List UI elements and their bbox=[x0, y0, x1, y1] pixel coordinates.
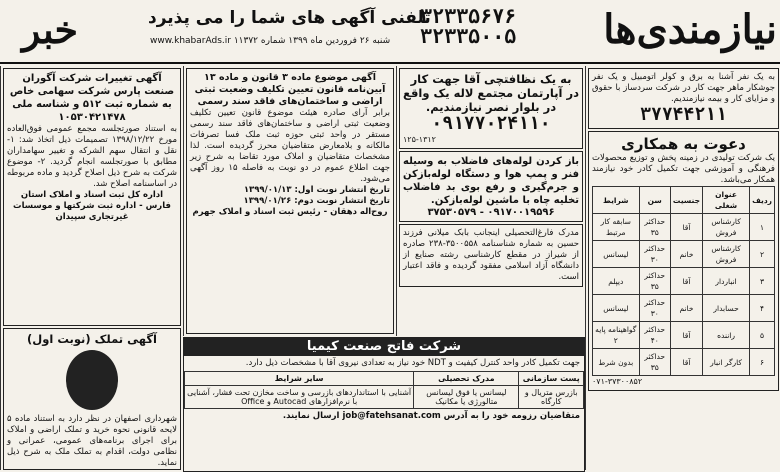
jobs-table bbox=[592, 186, 775, 376]
table-cell: سابقه کار مرتبط bbox=[593, 214, 640, 241]
table-cell: گواهینامه پایه ۲ bbox=[593, 322, 640, 349]
table-cell: بازرس متریال و کارگاه bbox=[519, 386, 584, 409]
table-cell: آقا bbox=[670, 214, 702, 241]
jobs-table-header-cell: جنسیت bbox=[670, 187, 702, 214]
jobs-table-header-cell: شرایط bbox=[593, 187, 640, 214]
ad-plumbing-phone: ۰۹۱۷۰۰۱۹۵۹۶ - ۳۷۵۳۰۵۷۹ bbox=[427, 207, 555, 218]
fateh-header-cell: پست سازمانی bbox=[519, 372, 584, 386]
table-cell: حداکثر ۴۰ bbox=[639, 322, 670, 349]
table-cell: خانم bbox=[670, 295, 702, 322]
table-cell: دیپلم bbox=[593, 268, 640, 295]
cooperation-phone: ۰۷۱-۳۷۳۰۰۸۵۲ bbox=[592, 377, 643, 386]
table-cell: ۶ bbox=[750, 349, 775, 376]
header-bar bbox=[0, 0, 780, 64]
ad-lost-document bbox=[399, 224, 583, 287]
municipality-emblem-icon bbox=[66, 350, 118, 410]
ad-mechanic-text: به یک نفر آشنا به برق و کولر اتومبیل و یک نفر جوشکار ماهر جهت کار در شرکت سردساز با حقوق و مزایای کار و بیمه نیازمندیم. bbox=[592, 72, 775, 104]
table-cell: حداکثر ۳۵ bbox=[639, 214, 670, 241]
fateh-table bbox=[184, 371, 584, 409]
table-cell: خانم bbox=[670, 241, 702, 268]
newspaper-logo: خبر bbox=[22, 7, 78, 52]
ad-plumbing bbox=[399, 151, 583, 222]
cooperation-intro: یک شرکت تولیدی در زمینه پخش و توزیع محصولات فرهنگی و آموزشی جهت تکمیل کادر خود نیازمند همکار می‌باشد. bbox=[592, 153, 775, 185]
jobs-table-header-cell: سن bbox=[639, 187, 670, 214]
table-cell: لیسانس bbox=[593, 241, 640, 268]
jobs-table-header-cell: ردیف bbox=[750, 187, 775, 214]
brand-title: نیازمندی‌ها bbox=[603, 6, 777, 53]
column-center-left bbox=[183, 66, 396, 336]
fateh-header-cell: سایر شرایط bbox=[185, 372, 414, 386]
table-row bbox=[593, 214, 775, 241]
table-cell: لیسانس bbox=[593, 295, 640, 322]
jobs-table-header bbox=[593, 187, 775, 214]
notice-company-changes bbox=[3, 68, 181, 326]
table-cell: آقا bbox=[670, 322, 702, 349]
header-phone-1: ۳۲۳۳۵۶۷۶ bbox=[420, 4, 517, 28]
table-cell: حداکثر ۳۵ bbox=[639, 268, 670, 295]
table-cell: کارشناس فروش bbox=[703, 214, 750, 241]
table-cell: راننده bbox=[703, 322, 750, 349]
notice-company-footer: اداره کل ثبت اسناد و املاک استان فارس - اداره ثبت شرکتها و موسسات غیرتجاری سپیدان bbox=[13, 190, 171, 222]
cooperation-title: دعوت به همکاری bbox=[621, 135, 746, 153]
fateh-title: شرکت فاتح صنعت کیمیا bbox=[184, 338, 584, 356]
ad-cleaner-text: به یک نظافتچی آقا جهت کار در آپارتمان مجتمع لاله یک واقع در بلوار نصر نیازمندیم. bbox=[403, 72, 579, 114]
table-row bbox=[185, 386, 584, 409]
table-row bbox=[593, 322, 775, 349]
notice-date-1: تاریخ انتشار نوبت اول: ۱۳۹۹/۰۱/۱۳ bbox=[243, 185, 390, 195]
table-row bbox=[593, 268, 775, 295]
ad-mechanic bbox=[588, 68, 779, 129]
issue-info: شنبه ۲۶ فروردین ماه ۱۳۹۹ شماره ۱۱۳۷۲ www.khabarAds.ir bbox=[150, 36, 391, 46]
table-cell: کارگر انبار bbox=[703, 349, 750, 376]
table-cell: آقا bbox=[670, 349, 702, 376]
table-cell: حسابدار bbox=[703, 295, 750, 322]
notice-expropriation bbox=[3, 328, 181, 470]
fateh-contact: متقاضیان رزومه خود را به آدرس job@fatehsanat.com ارسال نمایند. bbox=[282, 411, 580, 421]
table-row bbox=[593, 241, 775, 268]
ad-cleaner-phone: ۰۹۱۷۷۰۲۴۱۱۰ bbox=[431, 113, 551, 134]
table-cell: ۵ bbox=[750, 322, 775, 349]
ad-mechanic-phone: ۳۷۷۴۴۲۱۱ bbox=[640, 104, 727, 125]
table-cell: آشنایی با استانداردهای بازرسی و ساخت مخازن تحت فشار، آشنایی با نرم‌افزارهای Autocad و Office bbox=[185, 386, 414, 409]
ad-cleaner-code: ۱۲۵-۱۳۱۲ bbox=[403, 135, 436, 144]
column-right bbox=[585, 66, 780, 470]
notice-signature: روح‌اله دهقان - رئیس ثبت اسناد و املاک جهرم bbox=[192, 207, 388, 217]
table-cell: بدون شرط bbox=[593, 349, 640, 376]
header-phone-2: ۳۲۳۳۵۰۰۵ bbox=[420, 24, 517, 48]
fateh-header-cell: مدرک تحصیلی bbox=[414, 372, 519, 386]
jobs-table-header-cell: عنوان شغلی bbox=[703, 187, 750, 214]
notice-company-body: به استناد صورتجلسه مجمع عمومی فوق‌العاده مورخ ۱۳۹۸/۱۲/۲۲ تصمیمات ذیل اتخاذ شد: ۱- نقل و انتقال سهم الشرکه و تغییر سهامداران مطابق با صورتجلسه انجام گردید. ۲- موضوع شرکت به شرح ذیل اصلاح گردید و ماده مربوطه در اساسنامه اصلاح شد. bbox=[7, 124, 177, 189]
table-cell: آقا bbox=[670, 268, 702, 295]
table-cell: انباردار bbox=[703, 268, 750, 295]
notice-registration bbox=[186, 68, 394, 334]
table-cell: کارشناس فروش bbox=[703, 241, 750, 268]
fateh-intro: جهت تکمیل کادر واحد کنترل کیفیت و NDT خود نیاز به تعدادی نیروی آقا با مشخصات ذیل دارد. bbox=[245, 358, 580, 368]
table-cell: ۴ bbox=[750, 295, 775, 322]
column-center-right bbox=[396, 66, 585, 336]
table-row bbox=[593, 349, 775, 376]
table-cell: حداکثر ۳۰ bbox=[639, 241, 670, 268]
table-cell: حداکثر ۳۵ bbox=[639, 349, 670, 376]
table-cell: لیسانس یا فوق لیسانس متالورژی یا مکانیک bbox=[414, 386, 519, 409]
notice-expropriation-body: شهرداری اصفهان در نظر دارد به استناد ماده ۵ لایحه قانونی نحوه خرید و تملک اراضی و املاک برای اجرای برنامه‌های عمومی، عمرانی و نظامی دولت، اقدام به تملک ملک به شرح ذیل نماید. bbox=[7, 414, 177, 468]
notice-registration-title: آگهی موضوع ماده ۳ قانون و ماده ۱۳ آیین‌نامه قانون تعیین تکلیف وضعیت ثبتی اراضی و ساختمان‌های فاقد سند رسمی bbox=[194, 72, 386, 107]
header-phones bbox=[420, 6, 540, 46]
table-cell: ۲ bbox=[750, 241, 775, 268]
notice-registration-body: برابر آرای صادره هیئت موضوع قانون تعیین تکلیف وضعیت ثبتی اراضی و ساختمان‌های فاقد سند رسمی مستقر در واحد ثبتی حوزه ثبت ملک فسا تصرفات مالکانه و بلامعارض متقاضیان محرز گردیده است. لذا مشخصات متقاضیان و املاک مورد تقاضا به شرح زیر جهت اطلاع عموم در دو نوبت به فاصله ۱۵ روز آگهی می‌شود. bbox=[190, 108, 390, 184]
table-cell: ۳ bbox=[750, 268, 775, 295]
notice-company-title: آگهی تغییرات شرکت آگوران صنعت پارس شرکت سهامی خاص به شماره ثبت ۵۱۲ و شناسه ملی ۱۰۵۳۰۴۲۱۴۷۸ bbox=[9, 73, 175, 123]
notice-date-2: تاریخ انتشار نوبت دوم: ۱۳۹۹/۰۱/۲۶ bbox=[243, 196, 390, 206]
column-left bbox=[0, 66, 183, 470]
notice-expropriation-title: آگهی تملک (نوبت اول) bbox=[27, 332, 157, 346]
cooperation-ad bbox=[588, 131, 779, 391]
fateh-table-header bbox=[185, 372, 584, 386]
table-cell: حداکثر ۳۰ bbox=[639, 295, 670, 322]
ad-cleaner bbox=[399, 68, 583, 149]
ad-plumbing-text: باز کردن لوله‌های فاضلاب به وسیله فنر و پمپ هوا و دستگاه لوله‌بازکن و جرم‌گیری و رفع بوی بد فاضلاب تخلیه چاه با ماشین لوله‌بازکن. bbox=[403, 156, 579, 206]
ad-lost-document-text: مدرک فارغ‌التحصیلی اینجانب بابک میلانی فرزند حسین به شماره شناسنامه ۳۵۰۰۵۵۸-۲۳۸ صادره از شیراز در مقطع کارشناسی رشته صنایع از دانشگاه آزاد اسلامی مفقود گردیده و فاقد اعتبار است. bbox=[403, 228, 579, 282]
table-cell: ۱ bbox=[750, 214, 775, 241]
table-row bbox=[593, 295, 775, 322]
fateh-ad bbox=[183, 337, 585, 472]
header-tagline: تلفنی آگهی های شما را می پذیرد bbox=[148, 8, 431, 28]
